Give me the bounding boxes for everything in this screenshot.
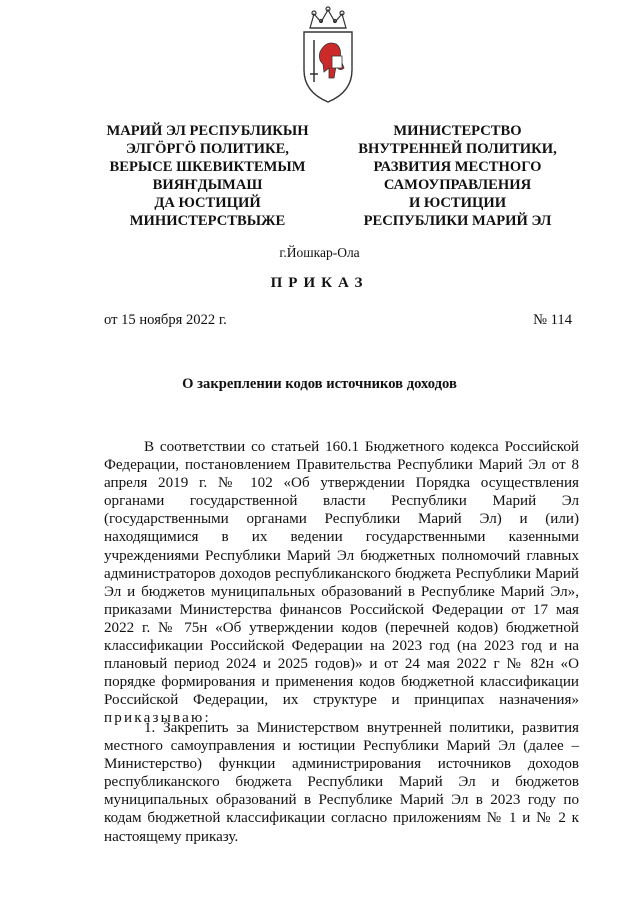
- paragraph-text: 1. Закрепить за Министерством внутренней политики, развития местного самоуправления и юстиции Республики Марий Эл (далее – Министерство) функции администрирования источников доходов республиканского бюджета Республики Марий Эл и бюджетов муниципальных образований в Республике Марий Эл в 2023 году по кодам бюджетной классификации согласно приложениям № 1 и № 2 к настоящему приказу.: [104, 720, 579, 845]
- coat-of-arms-icon: [296, 6, 360, 106]
- document-subject: О закреплении кодов источников доходов: [182, 376, 457, 392]
- body-paragraph-1: [104, 438, 579, 728]
- ministry-name-mari: [100, 122, 315, 230]
- header-left-line: ВИЯҤДЫМАШ: [152, 177, 263, 193]
- document-type-title: ПРИКАЗ: [270, 275, 369, 291]
- header-right-line: МИНИСТЕРСТВО: [393, 123, 522, 139]
- header-left-line: МИНИСТЕРСТВЫЖЕ: [129, 213, 286, 229]
- header-right-line: ВНУТРЕННЕЙ ПОЛИТИКИ,: [358, 141, 557, 157]
- order-command: приказываю:: [104, 710, 211, 727]
- header-left-line: ВЕРЫСЕ ШКЕВИКТЕМЫМ: [109, 159, 306, 175]
- paragraph-text: В соответствии со статьей 160.1 Бюджетного кодекса Российской Федерации, постановлением Правительства Республики Марий Эл от 8 апреля 2019 г. № 102 «Об утверждении Порядка осуществления органами государственной власти Республики Марий Эл (государственными органами Республики Марий Эл) и (или) находящимися в их ведении государственными казенными учреждениями Республики Марий Эл бюджетных полномочий главных администраторов доходов республиканского бюджета Республики Марий Эл и бюджетов муниципальных образований в Республике Марий Эл», приказами Министерства финансов Российской Федерации от 17 мая 2022 г. № 75н «Об утверждении кодов (перечней кодов) бюджетной классификации Российской Федерации на 2023 год (на 2023 год и на плановый период 2024 и 2025 годов)» и от 24 мая 2022 г № 82н «О порядке формирования и применения кодов бюджетной классификации Российской Федерации, их структуре и принципах назначения»: [104, 439, 579, 709]
- header-right-line: РЕСПУБЛИКИ МАРИЙ ЭЛ: [363, 213, 552, 229]
- header-right-line: САМОУПРАВЛЕНИЯ: [383, 177, 532, 193]
- header-left-line: ДА ЮСТИЦИЙ: [154, 195, 261, 211]
- header-left-line: МАРИЙ ЭЛ РЕСПУБЛИКЫН: [106, 123, 309, 139]
- header-left-line: ЭЛГӦРГӦ ПОЛИТИКЕ,: [126, 141, 289, 157]
- header-right-line: РАЗВИТИЯ МЕСТНОГО: [373, 159, 542, 175]
- header-right-line: И ЮСТИЦИИ: [408, 195, 507, 211]
- city-name: г.Йошкар-Ола: [279, 245, 360, 260]
- document-number: № 114: [533, 312, 572, 328]
- document-date: от 15 ноября 2022 г.: [104, 312, 227, 328]
- body-paragraph-2: [104, 719, 579, 846]
- ministry-name-russian: [350, 122, 565, 230]
